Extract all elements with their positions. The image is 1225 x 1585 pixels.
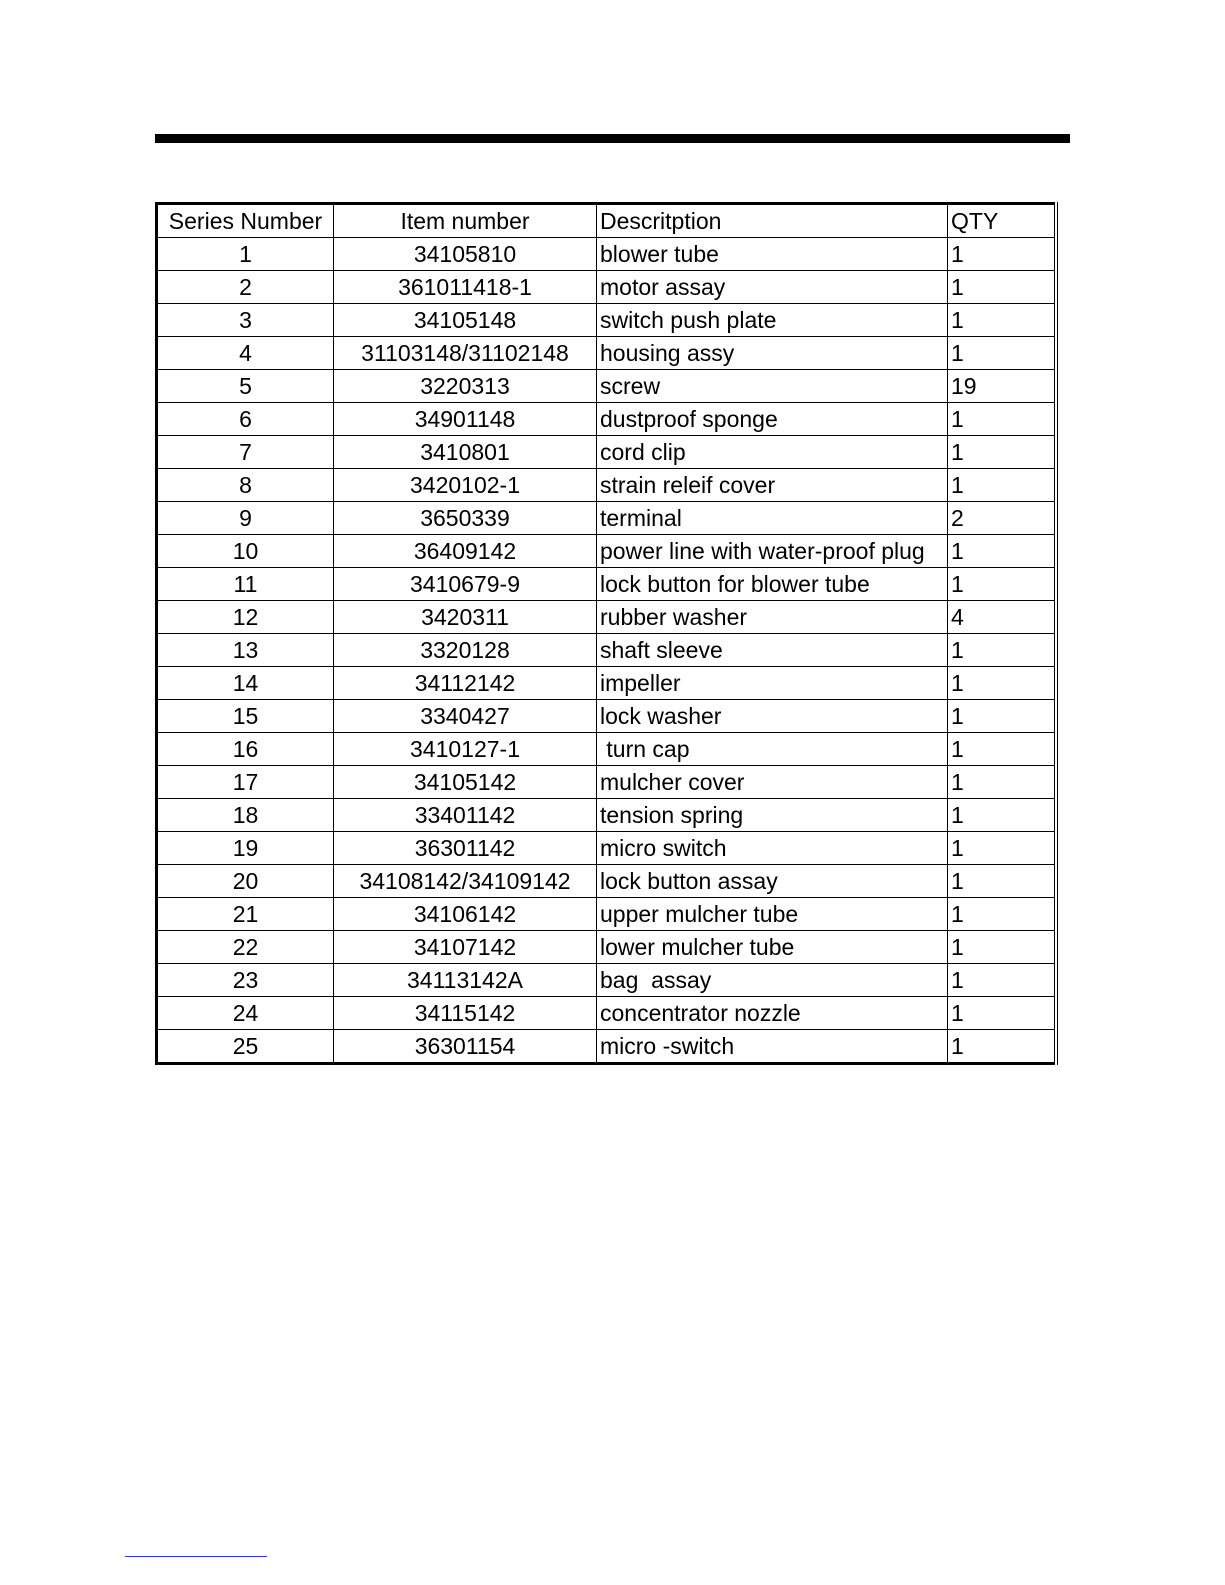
cell-series-number: 23 — [157, 964, 334, 997]
cell-qty: 1 — [948, 634, 1057, 667]
cell-item-number: 31103148/31102148 — [334, 337, 597, 370]
cell-item-number: 33401142 — [334, 799, 597, 832]
cell-series-number: 2 — [157, 271, 334, 304]
table-row — [157, 1030, 1057, 1064]
cell-description: upper mulcher tube — [597, 898, 948, 931]
cell-series-number: 10 — [157, 535, 334, 568]
cell-series-number: 20 — [157, 865, 334, 898]
cell-qty: 1 — [948, 865, 1057, 898]
cell-qty: 1 — [948, 766, 1057, 799]
cell-qty: 1 — [948, 271, 1057, 304]
cell-qty: 1 — [948, 799, 1057, 832]
cell-qty: 1 — [948, 568, 1057, 601]
cell-series-number: 11 — [157, 568, 334, 601]
cell-qty: 1 — [948, 898, 1057, 931]
cell-item-number: 3650339 — [334, 502, 597, 535]
cell-description: turn cap — [597, 733, 948, 766]
cell-qty: 1 — [948, 403, 1057, 436]
cell-series-number: 9 — [157, 502, 334, 535]
cell-qty: 1 — [948, 337, 1057, 370]
table-row — [157, 337, 1057, 370]
cell-series-number: 21 — [157, 898, 334, 931]
cell-qty: 1 — [948, 700, 1057, 733]
cell-item-number: 3410679-9 — [334, 568, 597, 601]
cell-qty: 1 — [948, 304, 1057, 337]
cell-item-number: 34108142/34109142 — [334, 865, 597, 898]
cell-qty: 1 — [948, 436, 1057, 469]
table-row — [157, 733, 1057, 766]
cell-qty: 19 — [948, 370, 1057, 403]
table-body — [157, 238, 1057, 1064]
cell-description: lock button for blower tube — [597, 568, 948, 601]
cell-item-number: 3420102-1 — [334, 469, 597, 502]
bottom-link-underline — [125, 1556, 267, 1557]
cell-item-number: 34105142 — [334, 766, 597, 799]
cell-item-number: 34112142 — [334, 667, 597, 700]
table-row — [157, 634, 1057, 667]
cell-description: motor assay — [597, 271, 948, 304]
cell-series-number: 24 — [157, 997, 334, 1030]
cell-qty: 1 — [948, 931, 1057, 964]
cell-description: rubber washer — [597, 601, 948, 634]
table-row — [157, 370, 1057, 403]
cell-item-number: 34105810 — [334, 238, 597, 271]
table-row — [157, 766, 1057, 799]
header-series-number: Series Number — [157, 204, 334, 238]
cell-qty: 1 — [948, 1030, 1057, 1064]
cell-series-number: 17 — [157, 766, 334, 799]
cell-series-number: 12 — [157, 601, 334, 634]
top-rule — [155, 134, 1070, 143]
cell-description: shaft sleeve — [597, 634, 948, 667]
cell-description: power line with water-proof plug — [597, 535, 948, 568]
cell-description: micro -switch — [597, 1030, 948, 1064]
cell-item-number: 34115142 — [334, 997, 597, 1030]
cell-qty: 1 — [948, 667, 1057, 700]
cell-series-number: 8 — [157, 469, 334, 502]
cell-item-number: 3340427 — [334, 700, 597, 733]
table-row — [157, 931, 1057, 964]
table-row — [157, 799, 1057, 832]
header-item-number: Item number — [334, 204, 597, 238]
table-row — [157, 238, 1057, 271]
cell-series-number: 6 — [157, 403, 334, 436]
cell-item-number: 34106142 — [334, 898, 597, 931]
table-row — [157, 469, 1057, 502]
cell-description: blower tube — [597, 238, 948, 271]
table-row — [157, 700, 1057, 733]
table-row — [157, 271, 1057, 304]
cell-qty: 2 — [948, 502, 1057, 535]
table-row — [157, 502, 1057, 535]
header-qty: QTY — [948, 204, 1057, 238]
cell-item-number: 3410127-1 — [334, 733, 597, 766]
table-row — [157, 865, 1057, 898]
cell-description: housing assy — [597, 337, 948, 370]
cell-series-number: 3 — [157, 304, 334, 337]
cell-item-number: 36301154 — [334, 1030, 597, 1064]
cell-series-number: 1 — [157, 238, 334, 271]
cell-item-number: 3320128 — [334, 634, 597, 667]
cell-description: terminal — [597, 502, 948, 535]
cell-item-number: 34107142 — [334, 931, 597, 964]
table-row — [157, 832, 1057, 865]
cell-description: lower mulcher tube — [597, 931, 948, 964]
cell-qty: 1 — [948, 733, 1057, 766]
cell-qty: 1 — [948, 964, 1057, 997]
cell-series-number: 15 — [157, 700, 334, 733]
cell-series-number: 19 — [157, 832, 334, 865]
cell-item-number: 36301142 — [334, 832, 597, 865]
table-row — [157, 964, 1057, 997]
cell-description: tension spring — [597, 799, 948, 832]
cell-series-number: 5 — [157, 370, 334, 403]
cell-series-number: 7 — [157, 436, 334, 469]
cell-description: micro switch — [597, 832, 948, 865]
cell-description: concentrator nozzle — [597, 997, 948, 1030]
cell-description: strain releif cover — [597, 469, 948, 502]
parts-table — [155, 202, 1058, 1065]
table-row — [157, 535, 1057, 568]
cell-qty: 1 — [948, 832, 1057, 865]
cell-qty: 1 — [948, 535, 1057, 568]
table-header-row — [157, 204, 1057, 238]
cell-description: impeller — [597, 667, 948, 700]
cell-item-number: 36409142 — [334, 535, 597, 568]
cell-description: cord clip — [597, 436, 948, 469]
cell-item-number: 34901148 — [334, 403, 597, 436]
cell-description: mulcher cover — [597, 766, 948, 799]
cell-qty: 1 — [948, 997, 1057, 1030]
cell-description: lock washer — [597, 700, 948, 733]
cell-description: bag assay — [597, 964, 948, 997]
cell-description: lock button assay — [597, 865, 948, 898]
cell-qty: 1 — [948, 238, 1057, 271]
table-row — [157, 436, 1057, 469]
cell-item-number: 3220313 — [334, 370, 597, 403]
cell-description: switch push plate — [597, 304, 948, 337]
cell-qty: 1 — [948, 469, 1057, 502]
cell-series-number: 16 — [157, 733, 334, 766]
cell-series-number: 25 — [157, 1030, 334, 1064]
table-row — [157, 898, 1057, 931]
cell-series-number: 22 — [157, 931, 334, 964]
header-description: Descritption — [597, 204, 948, 238]
table-row — [157, 997, 1057, 1030]
table-row — [157, 601, 1057, 634]
cell-series-number: 14 — [157, 667, 334, 700]
cell-item-number: 34113142A — [334, 964, 597, 997]
cell-series-number: 4 — [157, 337, 334, 370]
cell-item-number: 361011418-1 — [334, 271, 597, 304]
table-row — [157, 667, 1057, 700]
cell-item-number: 3410801 — [334, 436, 597, 469]
cell-series-number: 13 — [157, 634, 334, 667]
table-row — [157, 568, 1057, 601]
cell-description: screw — [597, 370, 948, 403]
cell-item-number: 3420311 — [334, 601, 597, 634]
cell-item-number: 34105148 — [334, 304, 597, 337]
table-row — [157, 403, 1057, 436]
table-row — [157, 304, 1057, 337]
cell-qty: 4 — [948, 601, 1057, 634]
cell-series-number: 18 — [157, 799, 334, 832]
cell-description: dustproof sponge — [597, 403, 948, 436]
